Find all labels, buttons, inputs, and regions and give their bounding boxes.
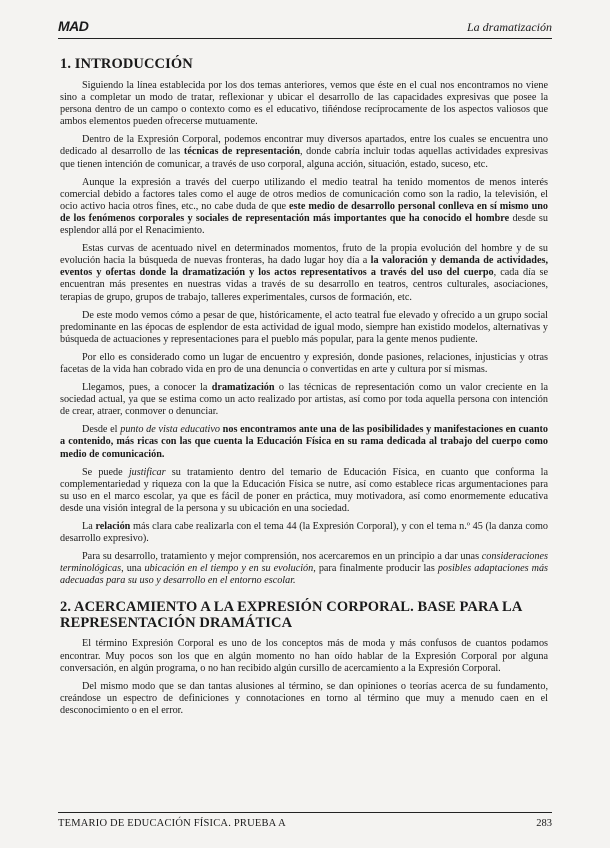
paragraph: De este modo vemos cómo a pesar de que, históricamente, el acto teatral fue elevado y ofrecido a un grupo social predominante en las épocas de esplendor de esta actividad de igual modo, siempre han existido modelos, alternativas y búsqueda de actuaciones y representaciones para el pueblo más popular, para la gente menos pudiente. (60, 309, 548, 345)
running-title: La dramatización (466, 20, 552, 34)
publisher-logo: MAD (58, 18, 89, 34)
paragraph: La relación más clara cabe realizarla con el tema 44 (la Expresión Corporal), y con el tema n.º 45 (la danza como desarrollo expresivo). (60, 521, 548, 545)
paragraph: Se puede justificar su tratamiento dentro del temario de Educación Física, en cuanto que conforma la complementariedad y riqueza con la que la Educación Física se nutre, así como establece ricas argumentaciones para su uso en el marco escolar, ya que es fácil de poner en práctica, muy motivadora, así como enormemente educativa desde una visión integral de la persona y su ubicación en una sociedad. (60, 466, 548, 514)
paragraph: Aunque la expresión a través del cuerpo utilizando el medio teatral ha tenido momentos de menos interés comercial debido a factores tales como el auge de otros medios de comunicación como son la radio, la televisión, el ocio activo hacia otros fines, etc., no cabe duda de que este medio de desarrollo personal conlleva en sí mismo uno de los fenómenos corporales y sociales de representación más importantes que ha conocido el hombre desde su esplendor allá por el Renacimiento. (60, 176, 548, 237)
paragraph: El término Expresión Corporal es uno de los conceptos más de moda y más confusos de cuantos podamos encontrar. Muy pocos son los que en algún momento no han oído hablar de la Expresión Corporal por alguna conversación, en algún programa, o no han recibido algún cursillo de acercamiento a la Expresión Corporal. (60, 638, 548, 674)
book-title: TEMARIO DE EDUCACIÓN FÍSICA. PRUEBA A (58, 818, 286, 829)
paragraph: Desde el punto de vista educativo nos encontramos ante una de las posibilidades y manifestaciones en cuanto a contenido, más ricas con las que cuenta la Educación Física en su rama dedicada al trabajo del cuerpo como medio de comunicación. (60, 424, 548, 460)
paragraph: Llegamos, pues, a conocer la dramatización o las técnicas de representación como un valor creciente en la sociedad actual, ya que se estima como un acto realizado por artistas, así como por toda aquella persona con intención de crear, atraer, conmover o denunciar. (60, 382, 548, 418)
section-heading-introduccion: 1. INTRODUCCIÓN (60, 56, 193, 72)
footer-rule (58, 812, 552, 813)
section-heading-acercamiento: 2. ACERCAMIENTO A LA EXPRESIÓN CORPORAL. BASE PARA LA REPRESENTACIÓN DRAMÁTICA (60, 599, 522, 632)
paragraph: Estas curvas de acentuado nivel en determinados momentos, fruto de la propia evolución del hombre y de su evolución hacia la búsqueda de nuevas fronteras, ha dado lugar hoy día a la valoración y demanda de actividades, eventos y ofertas donde la dramatización y los actos representativos a través del uso del cuerpo, cada día se encuentran más presentes en nuestras vidas a través de su desarrollo en teatros, centros culturales, asociaciones, terapias de grupo, grupos de trabajo, talleres experimentales, cursos de formación, etc. (60, 243, 548, 303)
paragraph: Siguiendo la línea establecida por los dos temas anteriores, vemos que éste en el cual nos encontramos no viene sino a completar un modo de tratar, reflexionar y ubicar el desarrollo de las capacidades expresivas que posee la persona dentro de un campo o contexto como es el educativo, tiñéndose recíprocamente de los aspectos valiosos que ambos elementos pueden ofrecerse mutuamente. (60, 80, 548, 128)
paragraph: Del mismo modo que se dan tantas alusiones al término, se dan opiniones o teorías acerca de su fundamento, creándose un espectro de definiciones y connotaciones en torno al término que muy a menudo caen en el desconocimiento o en el error. (60, 680, 548, 716)
page-body (60, 56, 548, 723)
paragraph: Por ello es considerado como un lugar de encuentro y expresión, donde pasiones, relaciones, injusticias y otras facetas de la vida han cobrado vida en pro de una denuncia o convertidas en arte y cultura por sí mismas. (60, 351, 548, 375)
page-number: 283 (536, 818, 552, 829)
paragraph: Para su desarrollo, tratamiento y mejor comprensión, nos acercaremos en un principio a dar unas consideraciones terminológicas, una ubicación en el tiempo y en su evolución, para finalmente producir las posibles adaptaciones más adecuadas para su uso y desarrollo en el entorno escolar. (60, 551, 549, 587)
header-rule (58, 38, 552, 39)
paragraph: Dentro de la Expresión Corporal, podemos encontrar muy diversos apartados, entre los cuales se encuentra uno dedicado al desarrollo de las técnicas de representación, donde cabría incluir todas aquellas actividades expresivas que tienen intención de comunicar, a través de uso corporal, alguna acción, situación, estado, suceso, etc. (60, 134, 549, 170)
